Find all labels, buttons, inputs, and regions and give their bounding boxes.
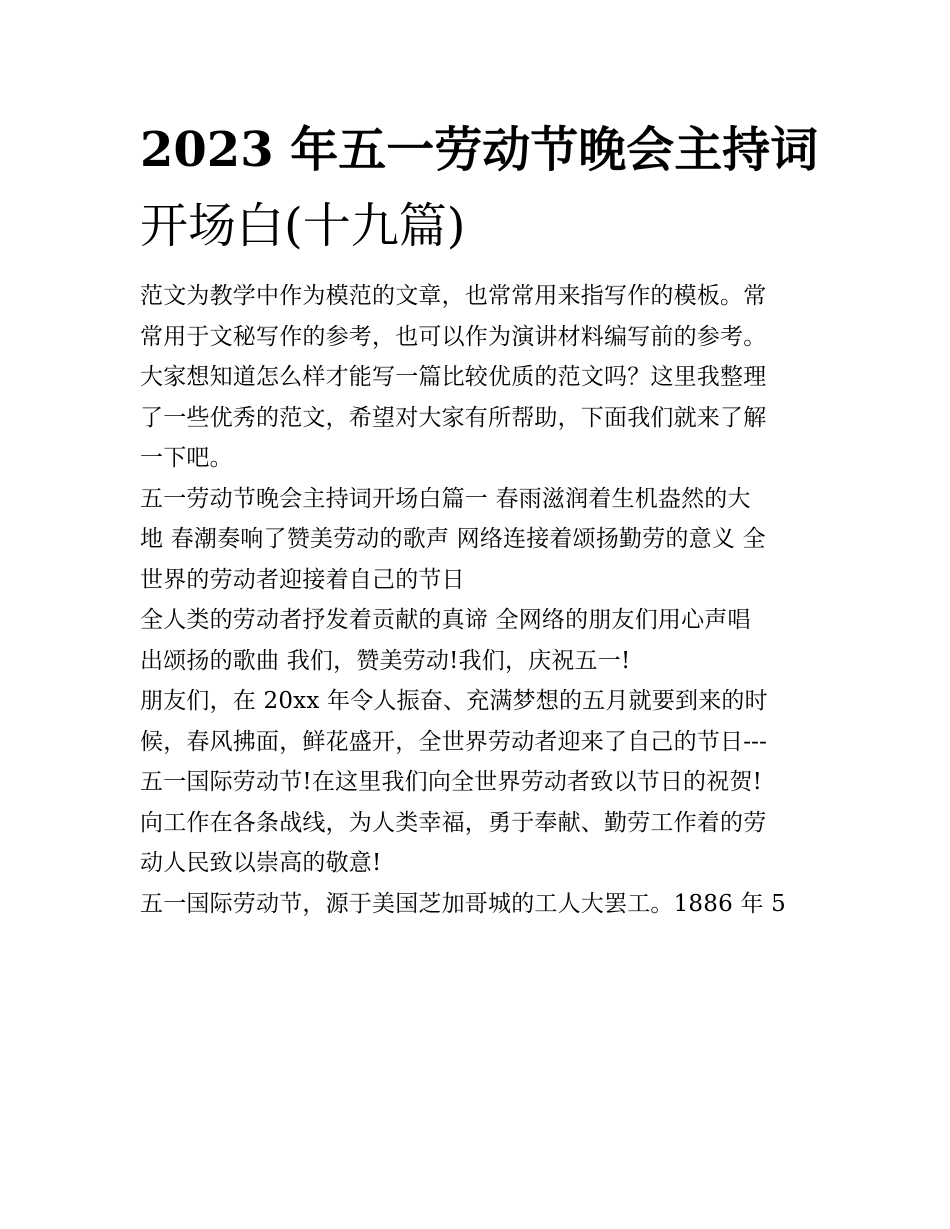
body-line: 五一国际劳动节!在这里我们向全世界劳动者致以节日的祝贺! bbox=[140, 769, 763, 795]
body-line: 五一劳动节晚会主持词开场白篇一 春雨滋润着生机盎然的大 bbox=[140, 485, 751, 512]
body-line: 朋友们，在 20xx 年令人振奋、充满梦想的五月就要到来的时 bbox=[140, 688, 768, 714]
body-line: 五一国际劳动节，源于美国芝加哥城的工人大罢工。1886 年 5 bbox=[140, 890, 786, 917]
document-body bbox=[140, 276, 820, 924]
body-line: 大家想知道怎么样才能写一篇比较优质的范文吗？这里我整理 bbox=[140, 364, 767, 390]
body-line: 常用于文秘写作的参考，也可以作为演讲材料编写前的参考。 bbox=[140, 323, 767, 350]
body-line: 范文为教学中作为模范的文章，也常常用来指写作的模板。常 bbox=[140, 283, 767, 309]
body-line: 动人民致以崇高的敬意! bbox=[140, 850, 382, 876]
body-line: 全人类的劳动者抒发着贡献的真谛 全网络的朋友们用心声唱 bbox=[140, 607, 751, 633]
body-line: 了一些优秀的范文，希望对大家有所帮助，下面我们就来了解 bbox=[140, 404, 767, 431]
body-line: 世界的劳动者迎接着自己的节日 bbox=[140, 566, 465, 593]
body-line: 出颂扬的歌曲 我们，赞美劳动!我们，庆祝五一! bbox=[140, 647, 631, 674]
title-line-1: 2023 年五一劳动节晚会主持词 bbox=[140, 122, 819, 178]
body-line: 一下吧。 bbox=[140, 445, 233, 471]
body-line: 候，春风拂面，鲜花盛开，全世界劳动者迎来了自己的节日--- bbox=[140, 728, 768, 755]
body-line: 地 春潮奏响了赞美劳动的歌声 网络连接着颂扬勤劳的意义 全 bbox=[140, 526, 766, 552]
title-line-2: 开场白(十九篇) bbox=[140, 198, 466, 254]
body-line: 向工作在各条战线，为人类幸福，勇于奉献、勤劳工作着的劳 bbox=[140, 809, 767, 836]
document-title bbox=[140, 112, 820, 264]
